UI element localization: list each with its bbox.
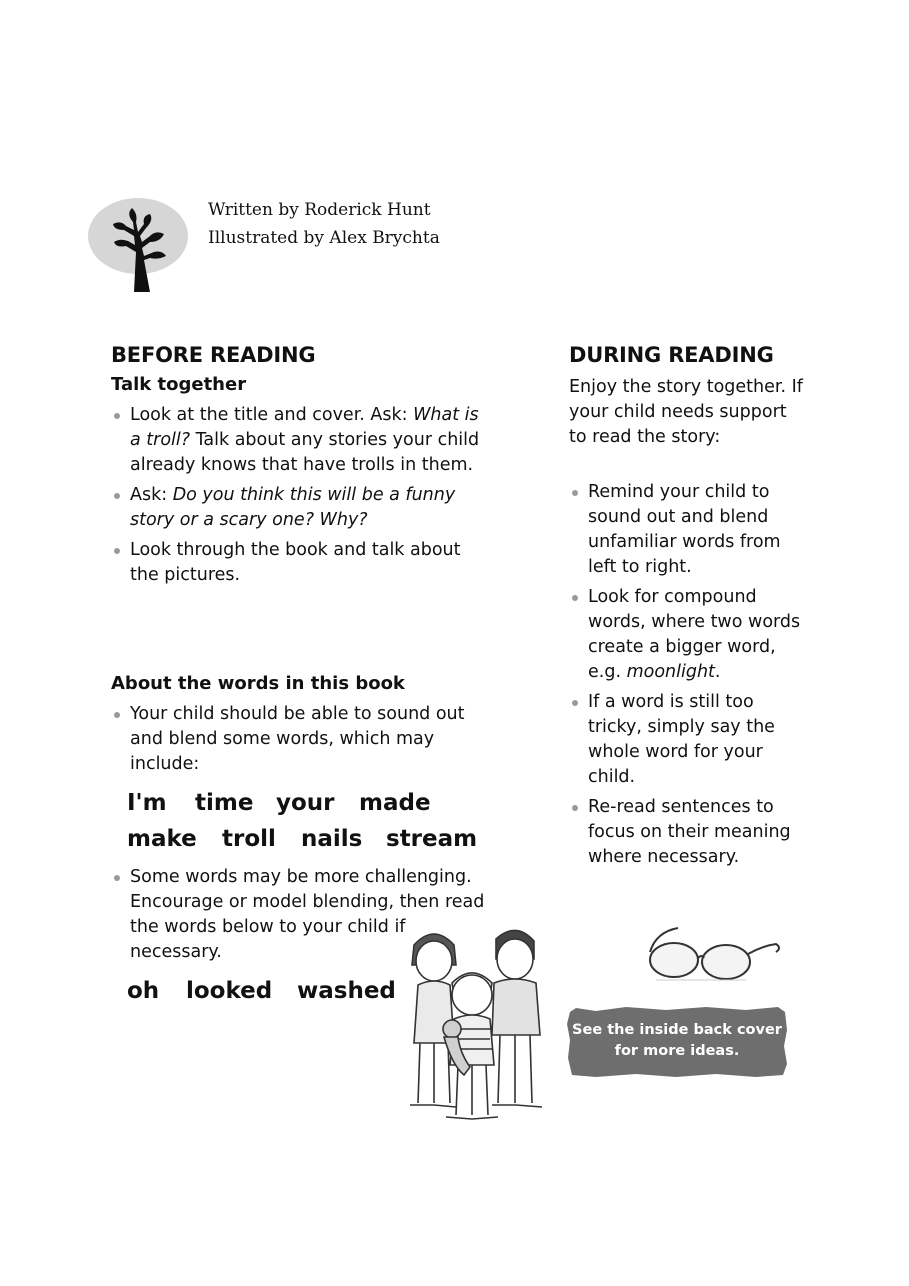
children-illustration <box>400 925 548 1127</box>
word: washed <box>297 978 396 1004</box>
banner-line-2: for more ideas. <box>614 1043 740 1059</box>
word: nails <box>301 826 363 852</box>
about-words-list <box>111 702 471 782</box>
during-reading-heading: DURING READING <box>569 343 774 367</box>
written-by: Written by Roderick Hunt <box>208 200 431 220</box>
word: oh <box>127 978 160 1004</box>
word: I'm <box>127 790 167 816</box>
word: troll <box>222 826 276 852</box>
credits <box>208 196 440 252</box>
list-item: Your child should be able to sound out and blend some words, which may include: <box>111 702 471 777</box>
before-reading-heading: BEFORE READING <box>111 343 316 367</box>
tree-logo-icon <box>86 194 190 294</box>
list-item: Re-read sentences to focus on their meaning where necessary. <box>569 795 805 870</box>
word: looked <box>186 978 273 1004</box>
about-words-heading: About the words in this book <box>111 673 405 694</box>
word: stream <box>386 826 478 852</box>
list-item: Some words may be more challenging. Encourage or model blending, then read the words below to your child if necessary. <box>111 865 496 965</box>
list-item: Look at the title and cover. Ask: What is a troll? Talk about any stories your child already knows that have trolls in them. <box>111 403 486 478</box>
list-item: Remind your child to sound out and blend unfamiliar words from left to right. <box>569 480 805 580</box>
word: made <box>359 790 431 816</box>
during-intro: Enjoy the story together. If your child needs support to read the story: <box>569 377 803 447</box>
list-item: Ask: Do you think this will be a funny story or a scary one? Why? <box>111 483 486 533</box>
talk-together-heading: Talk together <box>111 374 247 395</box>
during-reading-list <box>569 480 805 875</box>
before-reading-list <box>111 403 486 593</box>
list-item: Look for compound words, where two words create a bigger word, e.g. moonlight. <box>569 585 805 685</box>
glasses-icon <box>636 924 784 984</box>
word: time <box>195 790 254 816</box>
word: your <box>276 790 335 816</box>
banner-line-1: See the inside back cover <box>572 1022 782 1038</box>
list-item: If a word is still too tricky, simply say the whole word for your child. <box>569 690 805 790</box>
word: make <box>127 826 197 852</box>
list-item: Look through the book and talk about the pictures. <box>111 538 486 588</box>
more-ideas-banner <box>566 1006 788 1078</box>
illustrated-by: Illustrated by Alex Brychta <box>208 228 440 248</box>
